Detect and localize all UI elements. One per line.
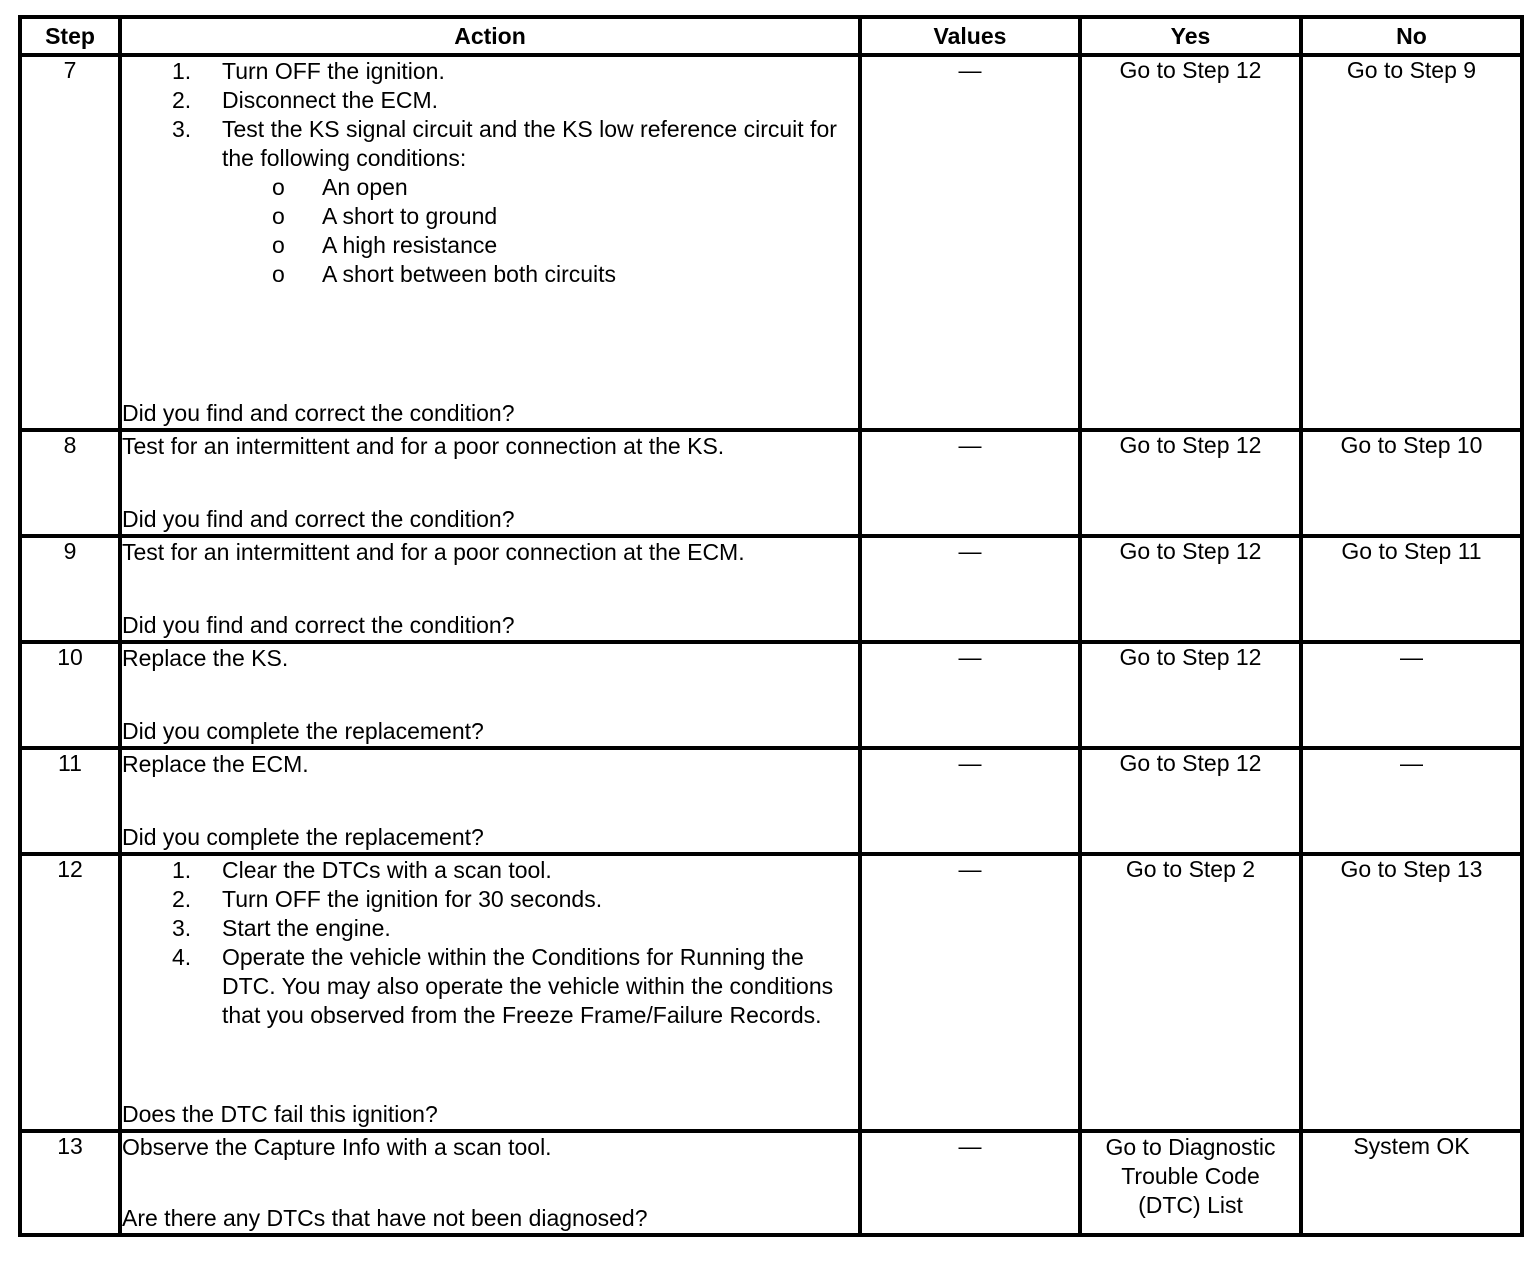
action-cell <box>120 55 860 430</box>
yes-line: (DTC) List <box>1138 1192 1243 1218</box>
condition-item: o A short between both circuits <box>122 260 858 289</box>
header-step: Step <box>20 17 120 55</box>
step-number: 10 <box>20 642 120 748</box>
step-number: 12 <box>20 854 120 1131</box>
action-step: 2. Disconnect the ECM. <box>172 87 439 113</box>
action-step: 3. Start the engine. <box>172 915 391 941</box>
condition-item: o An open <box>122 173 858 202</box>
action-cell <box>120 536 860 642</box>
action-step: 4. Operate the vehicle within the Conditions for Running the DTC. You may also operate the vehicle within the conditions that you observed from the Freeze Frame/Failure Records. <box>172 944 834 1028</box>
values-cell: — <box>860 536 1080 642</box>
no-cell: — <box>1301 748 1522 854</box>
yes-cell: Go to Step 12 <box>1080 55 1301 430</box>
action-question: Did you complete the replacement? <box>122 718 484 744</box>
action-steps <box>122 57 858 173</box>
values-cell: — <box>860 55 1080 430</box>
circle-bullet-icon: o <box>272 261 285 287</box>
yes-cell: Go to Step 12 <box>1080 748 1301 854</box>
circle-bullet-icon: o <box>272 232 285 258</box>
action-steps <box>122 856 858 1030</box>
action-text: Observe the Capture Info with a scan tool. <box>122 1134 552 1160</box>
action-cell <box>120 1131 860 1235</box>
table-row <box>20 854 1522 1131</box>
step-number: 9 <box>20 536 120 642</box>
action-question: Are there any DTCs that have not been diagnosed? <box>122 1205 648 1231</box>
step-number: 8 <box>20 430 120 536</box>
action-question: Did you find and correct the condition? <box>122 612 515 638</box>
table-row <box>20 642 1522 748</box>
action-cell <box>120 854 860 1131</box>
yes-cell: Go to Step 12 <box>1080 642 1301 748</box>
action-text: Test for an intermittent and for a poor connection at the ECM. <box>122 539 745 565</box>
yes-cell: Go to Step 12 <box>1080 430 1301 536</box>
circle-bullet-icon: o <box>272 203 285 229</box>
header-row <box>20 17 1522 55</box>
action-cell <box>120 642 860 748</box>
action-question: Did you complete the replacement? <box>122 824 484 850</box>
values-cell: — <box>860 854 1080 1131</box>
values-cell: — <box>860 430 1080 536</box>
yes-line: Go to Diagnostic <box>1105 1134 1276 1160</box>
diagnostic-table <box>18 15 1524 1237</box>
action-text: Test for an intermittent and for a poor connection at the KS. <box>122 433 725 459</box>
action-question: Does the DTC fail this ignition? <box>122 1101 438 1127</box>
condition-item: o A short to ground <box>122 202 858 231</box>
yes-cell: Go to Step 12 <box>1080 536 1301 642</box>
step-number: 7 <box>20 55 120 430</box>
header-values: Values <box>860 17 1080 55</box>
no-cell: Go to Step 13 <box>1301 854 1522 1131</box>
values-cell: — <box>860 1131 1080 1235</box>
yes-cell: Go to Step 2 <box>1080 854 1301 1131</box>
table-row <box>20 748 1522 854</box>
header-no: No <box>1301 17 1522 55</box>
no-cell: — <box>1301 642 1522 748</box>
action-step: 3. Test the KS signal circuit and the KS low reference circuit for the following conditions: <box>172 116 837 171</box>
condition-item: o A high resistance <box>122 231 858 260</box>
action-question: Did you find and correct the condition? <box>122 400 515 426</box>
no-cell: Go to Step 10 <box>1301 430 1522 536</box>
action-question: Did you find and correct the condition? <box>122 506 515 532</box>
table-row <box>20 1131 1522 1235</box>
values-cell: — <box>860 642 1080 748</box>
action-step: 1. Turn OFF the ignition. <box>172 58 445 84</box>
values-cell: — <box>860 748 1080 854</box>
action-cell <box>120 430 860 536</box>
table-row <box>20 430 1522 536</box>
table-row <box>20 55 1522 430</box>
action-step: 1. Clear the DTCs with a scan tool. <box>172 857 552 883</box>
step-number: 11 <box>20 748 120 854</box>
action-text: Replace the ECM. <box>122 751 309 777</box>
no-cell: Go to Step 9 <box>1301 55 1522 430</box>
table-row <box>20 536 1522 642</box>
action-step: 2. Turn OFF the ignition for 30 seconds. <box>172 886 603 912</box>
condition-list <box>122 173 858 289</box>
no-cell: Go to Step 11 <box>1301 536 1522 642</box>
yes-line: Trouble Code <box>1121 1163 1260 1189</box>
yes-cell <box>1080 1131 1301 1235</box>
header-action: Action <box>120 17 860 55</box>
header-yes: Yes <box>1080 17 1301 55</box>
circle-bullet-icon: o <box>272 174 285 200</box>
action-cell <box>120 748 860 854</box>
no-cell: System OK <box>1301 1131 1522 1235</box>
action-text: Replace the KS. <box>122 645 289 671</box>
step-number: 13 <box>20 1131 120 1235</box>
